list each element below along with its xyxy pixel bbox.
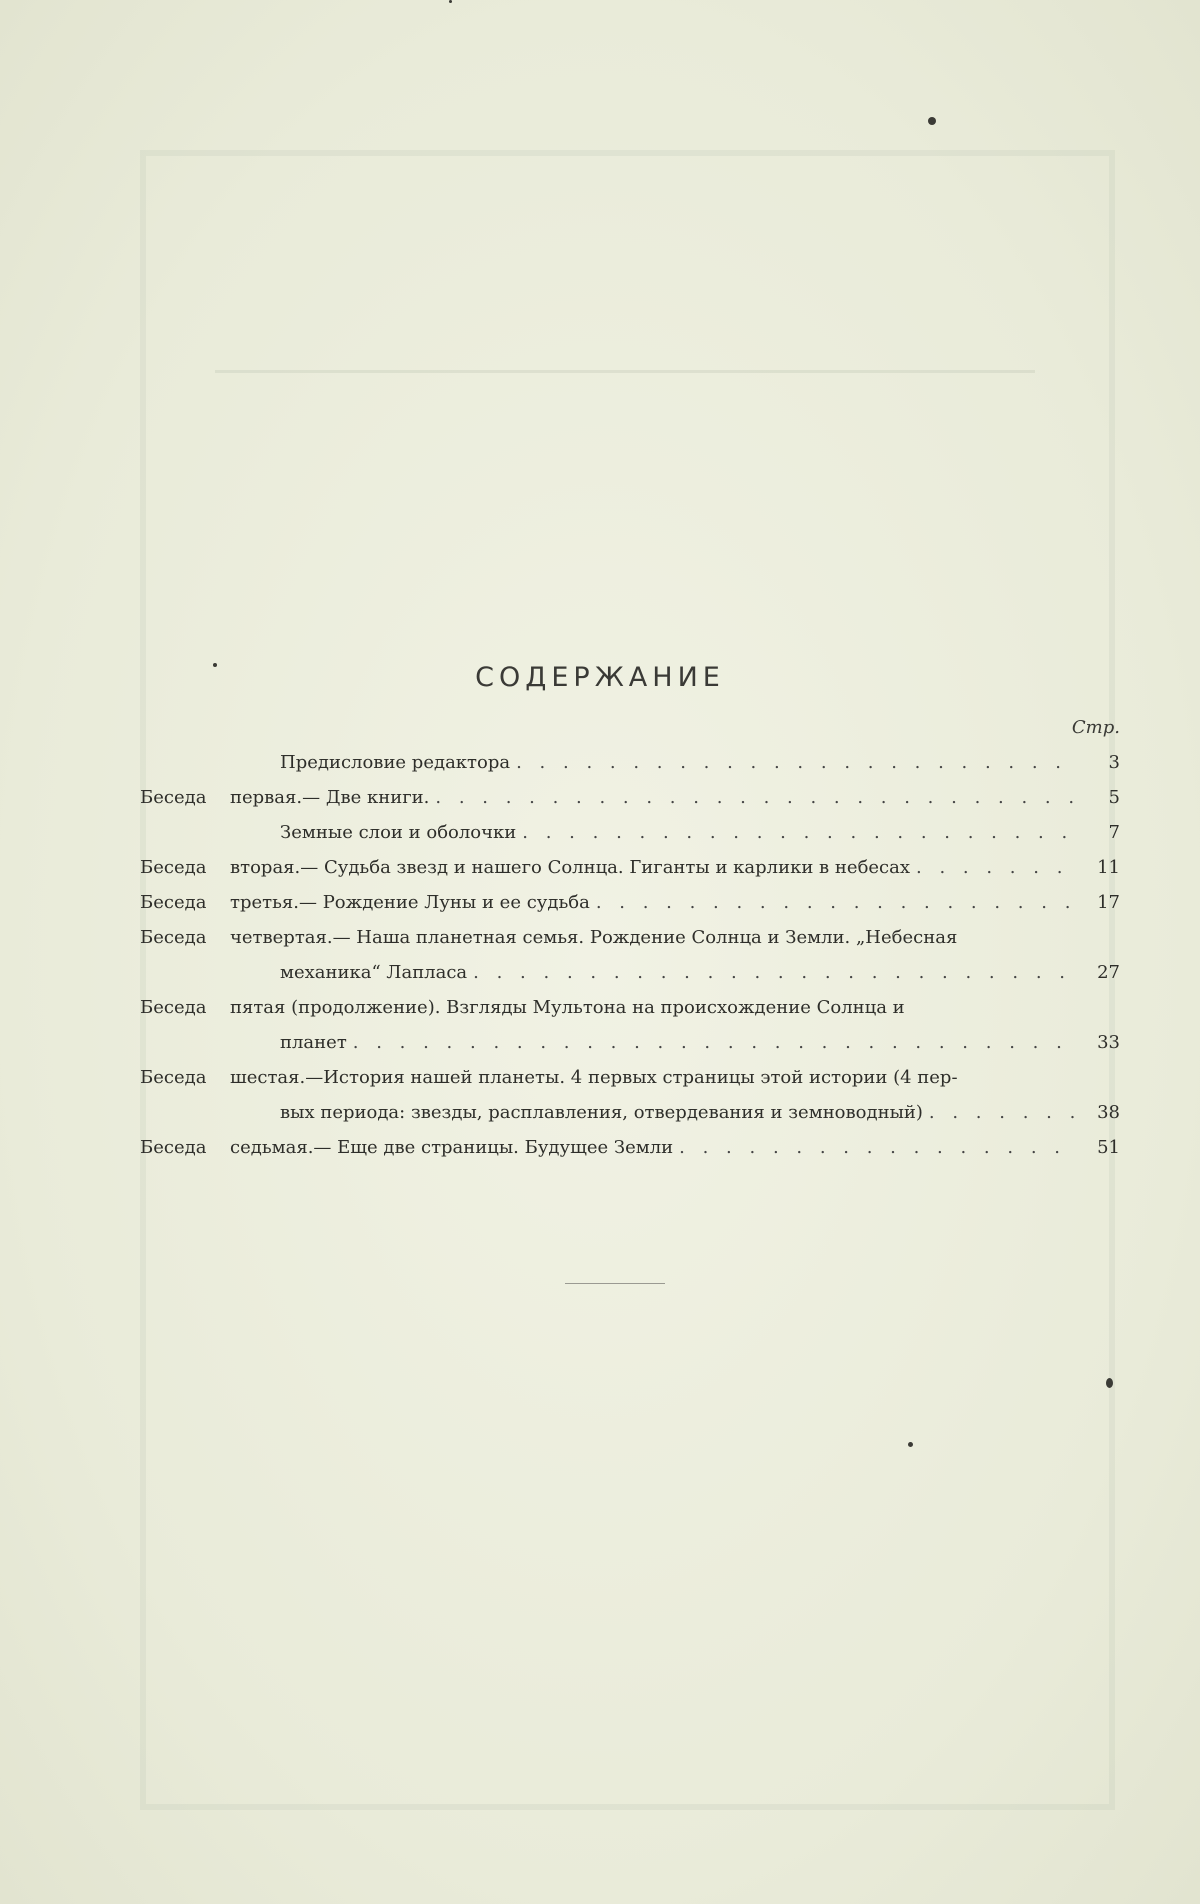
toc-page-number: 33 — [1097, 1032, 1120, 1053]
leader-dots — [516, 745, 1074, 780]
toc-entry-text: седьмая.— Еще две страницы. Будущее Земли — [230, 1137, 674, 1158]
toc-entry-lead: Беседа — [140, 927, 207, 948]
toc-entry-lead: Беседа — [140, 857, 207, 878]
ink-spot — [449, 0, 452, 3]
toc-entry-lead: Беседа — [140, 997, 207, 1018]
toc-entry-text: Предисловие редактора — [280, 752, 511, 773]
toc-entry — [140, 745, 1120, 780]
toc-entry — [140, 850, 1120, 885]
toc-page-number: 17 — [1097, 892, 1120, 913]
toc-entry — [140, 920, 1120, 990]
toc-entry — [140, 990, 1120, 1060]
toc-entry-lead: Беседа — [140, 1137, 207, 1158]
toc-page-number: 5 — [1108, 787, 1120, 808]
toc-entry-text: первая.— Две книги. — [230, 787, 430, 808]
toc-entry-lead: Беседа — [140, 787, 207, 808]
toc-entry — [140, 1060, 1120, 1130]
leader-dots — [916, 850, 1074, 885]
toc-entry-continuation: планет — [280, 1032, 347, 1053]
page-title: СОДЕРЖАНИЕ — [475, 662, 725, 693]
toc-page-number: 11 — [1097, 857, 1120, 878]
leader-dots — [522, 815, 1074, 850]
page-column-label: Стр. — [1071, 717, 1120, 738]
leader-dots — [679, 1130, 1074, 1165]
toc-entry-text: Земные слои и оболочки — [280, 822, 517, 843]
toc-entry-lead: Беседа — [140, 1067, 207, 1088]
toc-page-number: 51 — [1097, 1137, 1120, 1158]
toc-entry-continuation: механика“ Лапласа — [280, 962, 468, 983]
leader-dots — [596, 885, 1074, 920]
toc-entry-lead: Беседа — [140, 892, 207, 913]
toc-entry-text: четвертая.— Наша планетная семья. Рождение Солнца и Земли. „Небесная — [230, 927, 958, 948]
bleed-through-rule — [215, 370, 1035, 373]
leader-dots — [929, 1095, 1074, 1130]
leader-dots — [435, 780, 1074, 815]
leader-dots — [353, 1025, 1074, 1060]
ink-spot — [1106, 1378, 1113, 1388]
bleed-through-text — [0, 265, 1200, 316]
toc-entry-text: пятая (продолжение). Взгляды Мультона на происхождение Солнца и — [230, 997, 905, 1018]
toc-entry — [140, 780, 1120, 815]
toc-entry-text: вторая.— Судьба звезд и нашего Солнца. Гиганты и карлики в небесах — [230, 857, 911, 878]
closing-rule — [565, 1283, 665, 1284]
toc-entry-continuation: вых периода: звезды, расплавления, отвердевания и земноводный) — [280, 1102, 923, 1123]
toc-page-number: 3 — [1108, 752, 1120, 773]
leader-dots — [473, 955, 1074, 990]
toc-entry-text: третья.— Рождение Луны и ее судьба — [230, 892, 590, 913]
toc-page-number: 27 — [1097, 962, 1120, 983]
ink-spot — [908, 1442, 913, 1447]
toc-entry — [140, 885, 1120, 920]
toc-entry — [140, 1130, 1120, 1165]
ink-spot — [928, 117, 936, 125]
toc-page-number: 38 — [1097, 1102, 1120, 1123]
table-of-contents — [140, 745, 1120, 1165]
toc-entry — [140, 815, 1120, 850]
toc-page-number: 7 — [1108, 822, 1120, 843]
toc-entry-text: шестая.—История нашей планеты. 4 первых страницы этой истории (4 пер- — [230, 1067, 958, 1088]
